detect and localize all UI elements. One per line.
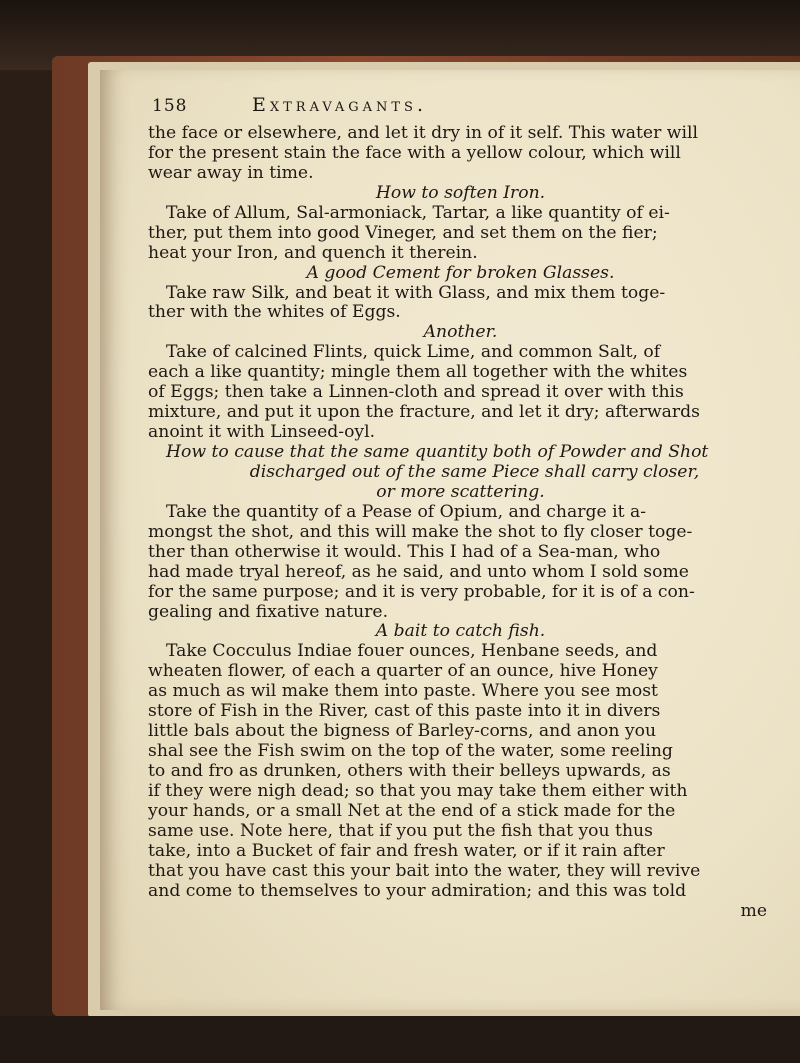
text-line: shal see the Fish swim on the top of the water, some reeling xyxy=(148,742,673,762)
text-line: or more scattering. xyxy=(376,482,545,502)
text-line: ther, put them into good Vineger, and set them on the fier; xyxy=(148,223,658,243)
text-line: the face or elsewhere, and let it dry in of it self. This water will xyxy=(148,124,698,143)
text-line: A good Cement for broken Glasses. xyxy=(306,263,615,283)
text-line: for the present stain the face with a yellow colour, which will xyxy=(148,143,681,163)
text-line: A bait to catch fish. xyxy=(375,622,546,642)
text-line: Take raw Silk, and beat it with Glass, and mix them toge- xyxy=(166,283,666,303)
text-line: ther than otherwise it would. This I had of a Sea-man, who xyxy=(148,542,661,562)
text-line: Take of Allum, Sal-armoniack, Tartar, a like quantity of ei- xyxy=(166,203,670,223)
text-line: little bals about the bigness of Barley-corns, and anon you xyxy=(148,722,657,742)
text-line: wheaten flower, of each a quarter of an ounce, hive Honey xyxy=(148,662,658,682)
text-line: that you have cast this your bait into the water, they will revive xyxy=(148,861,701,881)
text-line: if they were nigh dead; so that you may take them either with xyxy=(148,781,688,801)
text-line: Take of calcined Flints, quick Lime, and common Salt, of xyxy=(166,343,661,363)
text-line: and come to themselves to your admiration; and this was told xyxy=(148,881,687,901)
text-line: me xyxy=(740,901,767,921)
text-line: Another. xyxy=(423,323,498,343)
text-line: same use. Note here, that if you put the fish that you thus xyxy=(148,821,653,841)
section-title: Extravagants. xyxy=(252,94,427,116)
text-line: to and fro as drunken, others with their belleys upwards, as xyxy=(148,762,671,781)
text-line: had made tryal hereof, as he said, and unto whom I sold some xyxy=(148,562,689,582)
page-text xyxy=(148,124,773,922)
page-number: 158 xyxy=(152,96,188,116)
background-bottom xyxy=(0,1016,800,1063)
text-line: ther with the whites of Eggs. xyxy=(148,303,401,323)
text-line: as much as wil make them into paste. Where you see most xyxy=(148,682,658,702)
text-line: How to cause that the same quantity both of Powder and Shot xyxy=(166,443,709,462)
text-line: discharged out of the same Piece shall carry closer, xyxy=(249,462,700,482)
text-line: mixture, and put it upon the fracture, and let it dry; afterwards xyxy=(148,403,700,423)
text-line: for the same purpose; and it is very probable, for it is of a con- xyxy=(148,582,695,602)
text-line: How to soften Iron. xyxy=(375,183,546,203)
text-line: of Eggs; then take a Linnen-cloth and spread it over with this xyxy=(148,383,684,403)
text-line: Take the quantity of a Pease of Opium, and charge it a- xyxy=(166,502,647,522)
text-line: wear away in time. xyxy=(148,163,314,183)
text-line: Take Cocculus Indiae fouer ounces, Henbane seeds, and xyxy=(166,642,658,662)
text-line: gealing and fixative nature. xyxy=(148,602,389,622)
text-line: heat your Iron, and quench it therein. xyxy=(148,243,478,263)
text-line: mongst the shot, and this will make the shot to fly closer toge- xyxy=(148,522,693,542)
text-line: your hands, or a small Net at the end of a stick made for the xyxy=(148,801,676,821)
text-line: take, into a Bucket of fair and fresh water, or if it rain after xyxy=(148,841,665,861)
text-line: anoint it with Linseed-oyl. xyxy=(148,423,376,443)
running-head xyxy=(152,96,792,120)
text-line: store of Fish in the River, cast of this paste into it in divers xyxy=(148,702,661,722)
text-line: each a like quantity; mingle them all together with the whites xyxy=(148,363,688,383)
